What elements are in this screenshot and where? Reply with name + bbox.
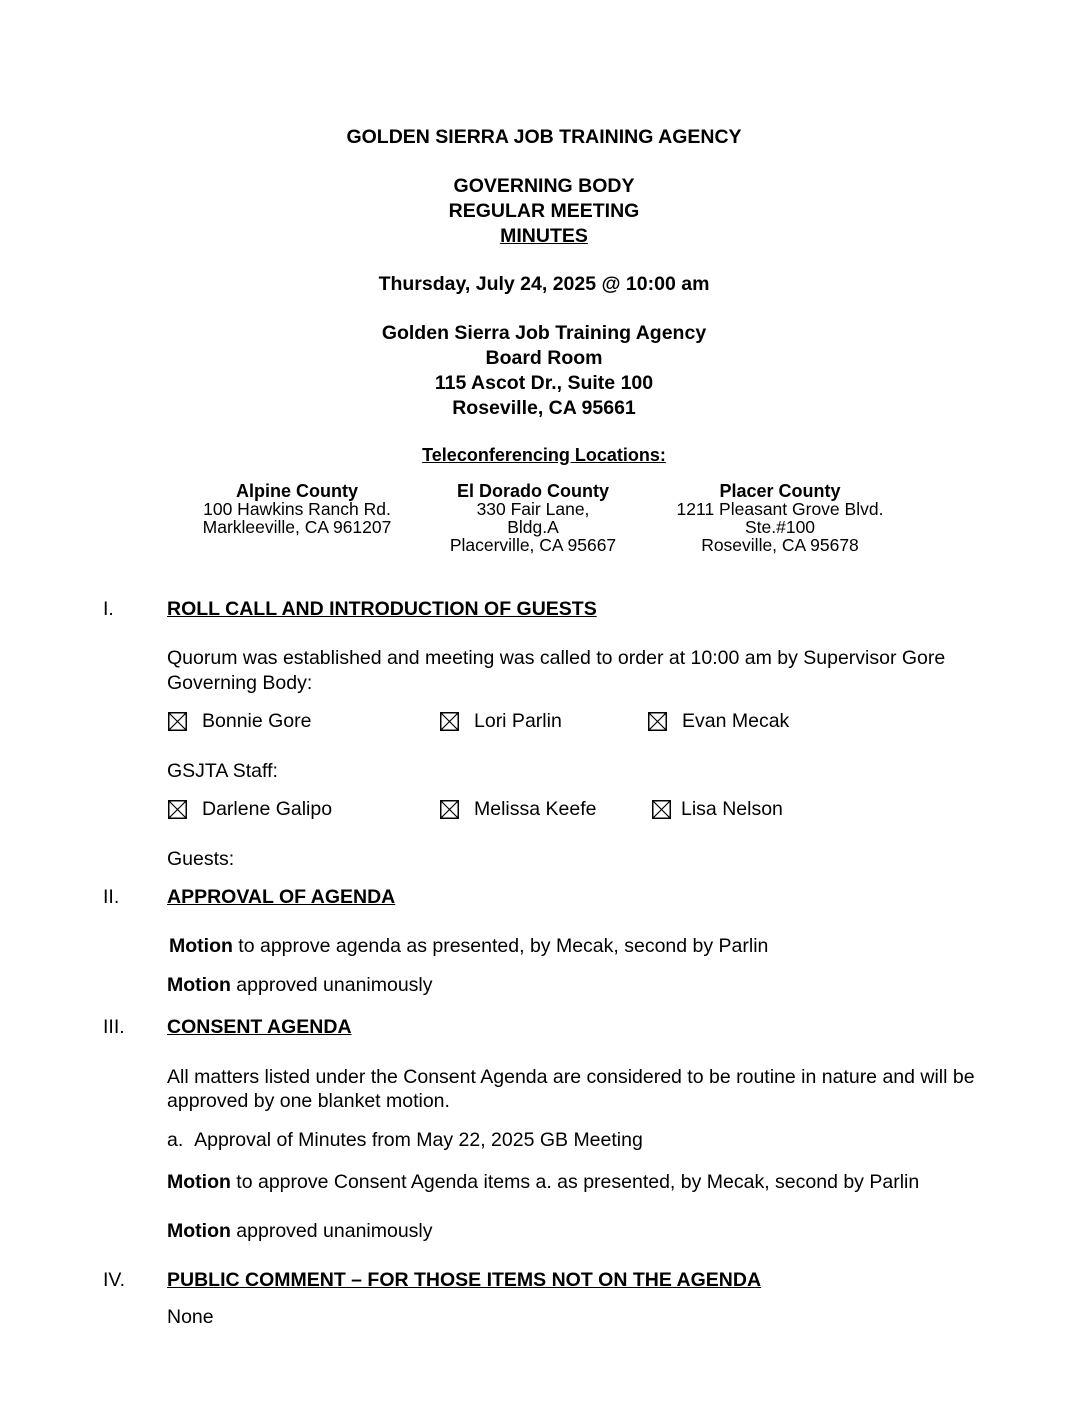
location-placer bbox=[640, 482, 920, 554]
attendee-name: Bonnie Gore bbox=[202, 710, 312, 732]
venue-street: 115 Ascot Dr., Suite 100 bbox=[434, 372, 654, 394]
consent-intro: All matters listed under the Consent Agenda are considered to be routine in nature and will be approved by one blanket motion. bbox=[167, 1066, 975, 1112]
motion-result-text: approved unanimously bbox=[230, 974, 433, 996]
checked-box-icon bbox=[440, 712, 459, 731]
document-type bbox=[0, 225, 1088, 248]
motion-text: to approve agenda as presented, by Mecak, second by Parlin bbox=[232, 935, 769, 957]
teleconf-heading-text: Teleconferencing Locations: bbox=[422, 445, 666, 465]
staff-name: Darlene Galipo bbox=[202, 798, 333, 820]
location-alpine bbox=[177, 482, 417, 536]
agenda-motion bbox=[169, 934, 1039, 958]
teleconf-heading bbox=[0, 445, 1088, 466]
section-title-roll-call: ROLL CALL AND INTRODUCTION OF GUESTS bbox=[167, 598, 597, 620]
attendee-lori-parlin bbox=[440, 710, 562, 733]
guests-label: Guests: bbox=[167, 848, 235, 870]
checked-box-icon bbox=[648, 712, 667, 731]
consent-item-a: a. Approval of Minutes from May 22, 2025 GB Meeting bbox=[167, 1129, 643, 1151]
location-line: Bldg.A bbox=[507, 517, 559, 537]
consent-motion bbox=[167, 1170, 1037, 1194]
motion-text: to approve Consent Agenda items a. as presented, by Mecak, second by Parlin bbox=[230, 1171, 920, 1193]
staff-name: Melissa Keefe bbox=[474, 798, 597, 820]
location-line: 100 Hawkins Ranch Rd. bbox=[203, 499, 391, 519]
staff-lisa-nelson bbox=[652, 798, 783, 821]
minutes-label: MINUTES bbox=[500, 225, 588, 247]
location-eldorado bbox=[413, 482, 653, 554]
venue-name: Golden Sierra Job Training Agency bbox=[381, 322, 707, 344]
agency-title: GOLDEN SIERRA JOB TRAINING AGENCY bbox=[346, 126, 742, 148]
attendee-evan-mecak bbox=[648, 710, 789, 733]
consent-motion-result bbox=[167, 1219, 1037, 1243]
staff-label: GSJTA Staff: bbox=[167, 760, 278, 782]
motion-word: Motion bbox=[167, 974, 231, 996]
roll-call-intro: Quorum was established and meeting was called to order at 10:00 am by Supervisor Gore bbox=[167, 647, 946, 669]
location-line: Placerville, CA 95667 bbox=[449, 535, 617, 555]
section-numeral: II. bbox=[103, 886, 120, 908]
location-line: Roseville, CA 95678 bbox=[701, 535, 859, 555]
staff-darlene-galipo bbox=[168, 798, 332, 821]
attendee-bonnie-gore bbox=[168, 710, 312, 733]
checked-box-icon bbox=[168, 800, 187, 819]
motion-word: Motion bbox=[167, 1220, 231, 1242]
section-numeral: III. bbox=[103, 1016, 125, 1038]
public-comment-text: None bbox=[167, 1306, 214, 1328]
location-name: El Dorado County bbox=[457, 481, 609, 501]
governing-body-label: Governing Body: bbox=[167, 672, 313, 694]
section-title-consent: CONSENT AGENDA bbox=[167, 1016, 352, 1038]
meeting-type: REGULAR MEETING bbox=[448, 200, 640, 222]
governing-body-title: GOVERNING BODY bbox=[453, 175, 635, 197]
section-title-public-comment: PUBLIC COMMENT – FOR THOSE ITEMS NOT ON THE AGENDA bbox=[167, 1269, 762, 1291]
attendee-name: Evan Mecak bbox=[682, 710, 790, 732]
location-name: Placer County bbox=[719, 481, 841, 501]
meeting-datetime: Thursday, July 24, 2025 @ 10:00 am bbox=[378, 273, 710, 295]
section-numeral: IV. bbox=[103, 1269, 126, 1291]
location-name: Alpine County bbox=[236, 481, 358, 501]
location-line: 330 Fair Lane, bbox=[476, 499, 590, 519]
attendee-name: Lori Parlin bbox=[474, 710, 562, 732]
location-line: Ste.#100 bbox=[744, 517, 816, 537]
section-numeral: I. bbox=[103, 598, 114, 620]
staff-melissa-keefe bbox=[440, 798, 596, 821]
checked-box-icon bbox=[652, 800, 671, 819]
motion-word: Motion bbox=[169, 935, 233, 957]
motion-word: Motion bbox=[167, 1171, 231, 1193]
checked-box-icon bbox=[440, 800, 459, 819]
motion-result-text: approved unanimously bbox=[230, 1220, 433, 1242]
staff-name: Lisa Nelson bbox=[681, 798, 783, 820]
section-title-approval: APPROVAL OF AGENDA bbox=[167, 886, 396, 908]
venue-city: Roseville, CA 95661 bbox=[452, 397, 636, 419]
checked-box-icon bbox=[168, 712, 187, 731]
location-line: 1211 Pleasant Grove Blvd. bbox=[676, 499, 884, 519]
venue-room: Board Room bbox=[485, 347, 603, 369]
location-line: Markleeville, CA 961207 bbox=[202, 517, 392, 537]
agenda-motion-result bbox=[167, 973, 1037, 997]
